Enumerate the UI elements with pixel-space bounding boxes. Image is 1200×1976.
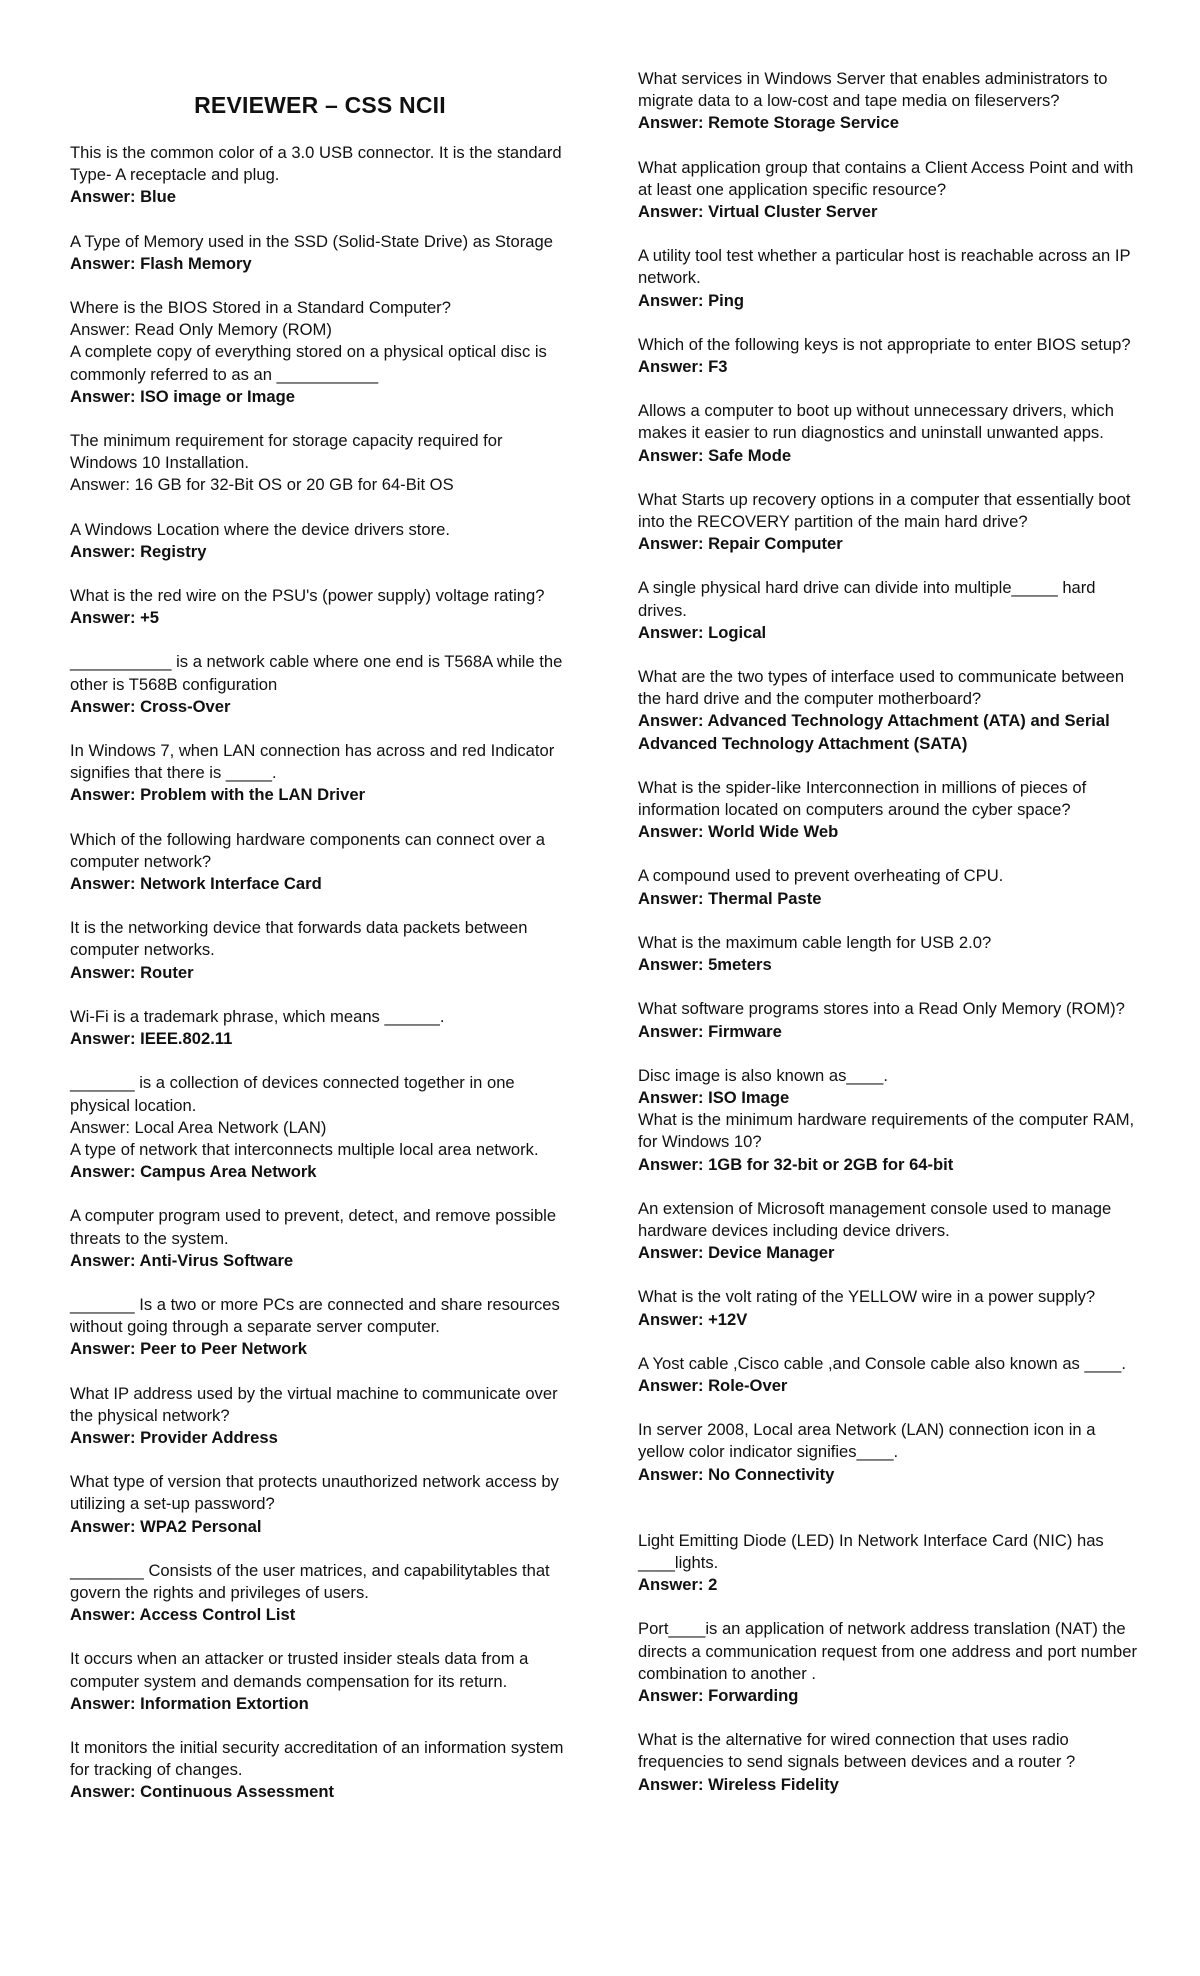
question-text: A single physical hard drive can divide into multiple_____ hard drives. — [638, 578, 1096, 620]
answer-text: Answer: Cross-Over — [70, 696, 231, 716]
question-text: _______ is a collection of devices connected together in one physical location. — [70, 1073, 515, 1115]
qa-item — [638, 865, 1138, 909]
answer-text: Answer: Logical — [638, 622, 767, 642]
qa-item — [70, 1006, 570, 1050]
answer-text: Answer: Provider Address — [70, 1427, 278, 1447]
qa-item — [70, 297, 570, 341]
answer-text: Answer: Forwarding — [638, 1685, 799, 1705]
qa-item — [638, 1286, 1138, 1330]
answer-text: Answer: 1GB for 32-bit or 2GB for 64-bit — [638, 1154, 954, 1174]
answer-text: Answer: WPA2 Personal — [70, 1516, 262, 1536]
qa-item — [638, 1729, 1138, 1796]
qa-item — [638, 777, 1138, 844]
question-text: This is the common color of a 3.0 USB connector. It is the standard Type- A receptacle and plug. — [70, 143, 562, 185]
answer-text: Answer: 5meters — [638, 955, 772, 975]
answer-text: Answer: 2 — [638, 1575, 718, 1595]
qa-item — [638, 1109, 1138, 1176]
qa-item — [70, 585, 570, 629]
answer-text: Answer: Virtual Cluster Server — [638, 202, 878, 222]
answer-text: Answer: ISO Image — [638, 1087, 790, 1107]
question-text: Light Emitting Diode (LED) In Network Interface Card (NIC) has ____lights. — [638, 1530, 1104, 1572]
answer-text: Answer: IEEE.802.11 — [70, 1029, 233, 1049]
question-text: A computer program used to prevent, detect, and remove possible threats to the system. — [70, 1206, 557, 1248]
qa-item — [638, 489, 1138, 556]
qa-item — [638, 157, 1138, 224]
question-text: The minimum requirement for storage capacity required for Windows 10 Installation. — [70, 431, 503, 473]
qa-item — [70, 1294, 570, 1361]
answer-text: Answer: Thermal Paste — [638, 888, 822, 908]
answer-text: Answer: Continuous Assessment — [70, 1782, 335, 1802]
question-text: Port____is an application of network address translation (NAT) the directs a communication request from one address and port number combination to another . — [638, 1619, 1137, 1683]
qa-item — [70, 519, 570, 563]
qa-item — [638, 245, 1138, 312]
answer-text: Answer: +5 — [70, 608, 159, 628]
answer-text: Answer: Repair Computer — [638, 534, 843, 554]
answer-text: Answer: Firmware — [638, 1021, 782, 1041]
qa-item — [638, 1353, 1138, 1397]
qa-item — [638, 68, 1138, 135]
question-text: A utility tool test whether a particular host is reachable across an IP network. — [638, 246, 1131, 288]
qa-item — [638, 666, 1138, 755]
question-text: What is the minimum hardware requirements of the computer RAM, for Windows 10? — [638, 1110, 1135, 1152]
answer-text: Answer: Role-Over — [638, 1375, 788, 1395]
question-text: What software programs stores into a Read Only Memory (ROM)? — [638, 999, 1125, 1019]
question-text: A Type of Memory used in the SSD (Solid-State Drive) as Storage — [70, 231, 553, 251]
answer-text: Answer: Remote Storage Service — [638, 113, 899, 133]
question-text: What application group that contains a Client Access Point and with at least one application specific resource? — [638, 157, 1134, 199]
question-text: ___________ is a network cable where one end is T568A while the other is T568B configuration — [70, 652, 563, 694]
qa-item — [638, 932, 1138, 976]
qa-item — [70, 1471, 570, 1538]
question-text: Which of the following keys is not appropriate to enter BIOS setup? — [638, 334, 1131, 354]
qa-item — [70, 341, 570, 408]
question-text: A complete copy of everything stored on a physical optical disc is commonly referred to as an ___________ — [70, 342, 547, 384]
answer-text: Answer: No Connectivity — [638, 1464, 835, 1484]
question-text: Disc image is also known as____. — [638, 1065, 888, 1085]
qa-item — [70, 1648, 570, 1715]
answer-text: Answer: Ping — [638, 290, 745, 310]
answer-text: Answer: Network Interface Card — [70, 874, 322, 894]
qa-item — [638, 400, 1138, 467]
question-text: ________ Consists of the user matrices, and capabilitytables that govern the rights and privileges of users. — [70, 1560, 550, 1602]
qa-item — [70, 651, 570, 718]
question-text: Where is the BIOS Stored in a Standard Computer? — [70, 298, 451, 318]
qa-item — [70, 1139, 570, 1183]
answer-text: Answer: +12V — [638, 1309, 748, 1329]
answer-text: Answer: Blue — [70, 187, 177, 207]
answer-text: Answer: Router — [70, 962, 194, 982]
question-text: A type of network that interconnects multiple local area network. — [70, 1139, 539, 1159]
answer-text: Answer: Peer to Peer Network — [70, 1339, 308, 1359]
question-text: In server 2008, Local area Network (LAN) connection icon in a yellow color indicator signifies____. — [638, 1420, 1096, 1462]
qa-item — [70, 142, 570, 209]
answer-text: Answer: F3 — [638, 357, 728, 377]
answer-text: Answer: Anti-Virus Software — [70, 1250, 294, 1270]
answer-text: Answer: ISO image or Image — [70, 386, 296, 406]
question-text: An extension of Microsoft management console used to manage hardware devices including device drivers. — [638, 1198, 1112, 1240]
question-text: It occurs when an attacker or trusted insider steals data from a computer system and demands compensation for its return. — [70, 1649, 529, 1691]
qa-item — [70, 917, 570, 984]
answer-text: Answer: Information Extortion — [70, 1693, 309, 1713]
question-text: In Windows 7, when LAN connection has across and red Indicator signifies that there is _____. — [70, 741, 555, 783]
qa-item — [638, 1530, 1138, 1597]
page-title: REVIEWER – CSS NCII — [194, 92, 446, 118]
answer-text: Answer: Safe Mode — [638, 445, 792, 465]
qa-item — [638, 334, 1138, 378]
qa-item — [70, 1560, 570, 1627]
answer-text: Answer: Flash Memory — [70, 253, 252, 273]
question-text: What type of version that protects unauthorized network access by utilizing a set-up password? — [70, 1472, 559, 1514]
answer-text: Answer: Problem with the LAN Driver — [70, 785, 366, 805]
qa-item — [638, 1618, 1138, 1707]
qa-item — [70, 231, 570, 275]
qa-item — [638, 1065, 1138, 1109]
qa-item — [70, 1383, 570, 1450]
question-text: What is the spider-like Interconnection in millions of pieces of information located on computers around the cyber space? — [638, 777, 1087, 820]
answer-text: Answer: Device Manager — [638, 1243, 835, 1263]
question-text: A Windows Location where the device drivers store. — [70, 519, 450, 539]
left-column — [70, 142, 570, 1826]
question-text: What is the maximum cable length for USB 2.0? — [638, 932, 992, 952]
question-text: Wi-Fi is a trademark phrase, which means ______. — [70, 1006, 445, 1026]
answer-text: Answer: Access Control List — [70, 1605, 296, 1625]
answer-text: Answer: World Wide Web — [638, 822, 839, 842]
question-text: What Starts up recovery options in a computer that essentially boot into the RECOVERY partition of the main hard drive? — [638, 489, 1131, 532]
answer-text: Answer: Advanced Technology Attachment (ATA) and Serial Advanced Technology Attachment (SATA) — [638, 711, 1110, 753]
answer-text: Answer: Campus Area Network — [70, 1162, 317, 1182]
right-column — [638, 68, 1138, 1818]
qa-item — [638, 577, 1138, 644]
answer-text: Answer: Local Area Network (LAN) — [70, 1117, 327, 1137]
qa-item — [70, 1205, 570, 1272]
question-text: It is the networking device that forwards data packets between computer networks. — [70, 918, 528, 960]
question-text: What is the volt rating of the YELLOW wire in a power supply? — [638, 1287, 1096, 1307]
answer-text: Answer: 16 GB for 32-Bit OS or 20 GB for 64-Bit OS — [70, 475, 454, 495]
question-text: What is the red wire on the PSU's (power supply) voltage rating? — [70, 586, 545, 606]
question-text: What IP address used by the virtual machine to communicate over the physical network? — [70, 1383, 558, 1425]
qa-item — [638, 998, 1138, 1042]
question-text: What services in Windows Server that enables administrators to migrate data to a low-cost and tape media on fileservers? — [638, 69, 1108, 111]
qa-item — [70, 1737, 570, 1804]
question-text: Allows a computer to boot up without unnecessary drivers, which makes it easier to run diagnostics and uninstall unwanted apps. — [638, 401, 1114, 443]
question-text: A compound used to prevent overheating of CPU. — [638, 866, 1004, 886]
qa-item — [70, 430, 570, 497]
qa-item — [638, 1419, 1138, 1486]
answer-text: Answer: Registry — [70, 541, 207, 561]
answer-text: Answer: Wireless Fidelity — [638, 1774, 839, 1794]
qa-item — [70, 740, 570, 807]
question-text: A Yost cable ,Cisco cable ,and Console cable also known as ____. — [638, 1353, 1126, 1373]
answer-text: Answer: Read Only Memory (ROM) — [70, 320, 332, 340]
qa-item — [70, 1072, 570, 1139]
question-text: It monitors the initial security accreditation of an information system for tracking of changes. — [70, 1737, 564, 1780]
qa-item — [70, 829, 570, 896]
question-text: What is the alternative for wired connection that uses radio frequencies to send signals between devices and a router ? — [638, 1730, 1076, 1772]
question-text: Which of the following hardware components can connect over a computer network? — [70, 829, 546, 871]
question-text: _______ Is a two or more PCs are connected and share resources without going through a separate server computer. — [70, 1294, 560, 1337]
question-text: What are the two types of interface used to communicate between the hard drive and the computer motherboard? — [638, 667, 1125, 709]
qa-item — [638, 1198, 1138, 1265]
